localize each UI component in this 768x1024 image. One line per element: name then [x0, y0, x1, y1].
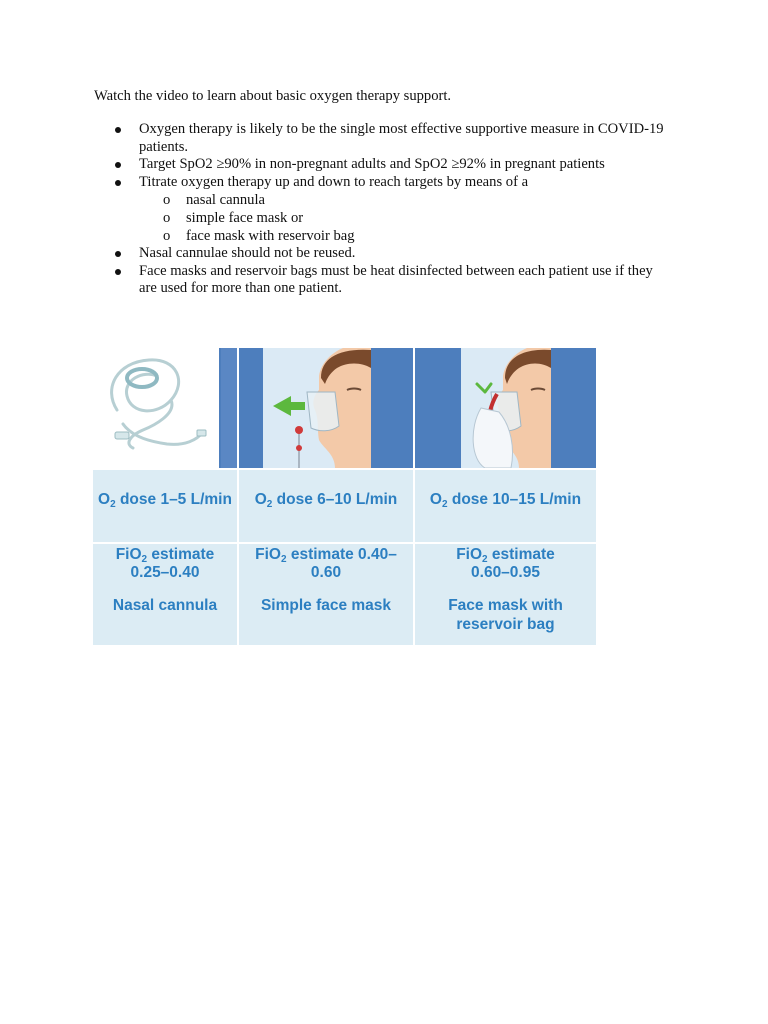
bullet-text: Target SpO2 ≥90% in non-pregnant adults and SpO2 ≥92% in pregnant patients: [139, 156, 605, 172]
bullet-item: [0, 156, 768, 174]
fio2-label: estimate: [147, 546, 215, 563]
bullet-text: Nasal cannulae should not be reused.: [139, 245, 356, 261]
dose-cell-reservoir-mask: [415, 470, 596, 542]
device-name: Simple face mask: [260, 597, 392, 614]
bullet-text: Titrate oxygen therapy up and down to reach targets by means of a: [139, 173, 529, 190]
fio2-range: 0.60: [310, 564, 342, 581]
fio2-subscript: 2: [141, 554, 148, 565]
simple-face-mask-image: [239, 348, 413, 468]
sub-bullet-marker: o: [163, 228, 171, 244]
dose-prefix: O: [429, 491, 442, 508]
fio2-range: 0.60–0.95: [471, 564, 540, 581]
dose-value: dose 6–10 L/min: [272, 491, 398, 508]
fio2-cell-simple-face-mask: [239, 544, 413, 592]
sub-bullet-text: simple face mask or: [186, 210, 304, 226]
fio2-range: 0.25–0.40: [130, 564, 200, 581]
dose-subscript: 2: [266, 499, 273, 510]
bullet-text: Oxygen therapy is likely to be the single most effective supportive measure in COVID-19 patients.: [139, 121, 664, 155]
intro-text: Watch the video to learn about basic oxygen therapy support.: [94, 88, 452, 104]
oxygen-therapy-figure: [93, 348, 596, 641]
device-name: Face mask with: [448, 597, 563, 614]
fio2-cell-nasal-cannula: [93, 544, 237, 592]
device-cell-simple-face-mask: [239, 592, 413, 645]
bullet-dot-icon: [115, 269, 121, 275]
bullet-text: Face masks and reservoir bags must be heat disinfected between each patient use if they are used for more than one patient.: [139, 262, 653, 296]
sub-bullet-text: nasal cannula: [186, 192, 266, 208]
reservoir-mask-illustration: [415, 348, 596, 468]
dose-value: dose 1–5 L/min: [115, 491, 232, 508]
dose-value: dose 10–15 L/min: [447, 491, 582, 508]
nasal-cannula-illustration: [93, 348, 237, 468]
fio2-prefix: FiO: [456, 546, 483, 563]
sub-bullet-marker: o: [163, 192, 171, 208]
sub-bullet-marker: o: [163, 210, 171, 226]
fio2-label: estimate: [487, 546, 555, 563]
nasal-cannula-image: [93, 348, 237, 468]
fio2-subscript: 2: [280, 554, 287, 565]
bullet-item: [0, 263, 768, 298]
sub-bullet-text: face mask with reservoir bag: [186, 228, 355, 244]
device-cell-reservoir-mask: [415, 592, 596, 645]
fio2-prefix: FiO: [255, 546, 281, 563]
fio2-cell-reservoir-mask: [415, 544, 596, 592]
dose-subscript: 2: [441, 499, 448, 510]
bullet-item: [0, 245, 768, 263]
device-name: Nasal cannula: [112, 597, 218, 614]
dose-prefix: O: [254, 491, 267, 508]
dose-subscript: 2: [110, 499, 116, 510]
bullet-item: [0, 121, 768, 156]
device-name-line2: reservoir bag: [456, 616, 555, 633]
sub-bullet-item: [0, 191, 768, 209]
dose-cell-nasal-cannula: [93, 470, 237, 542]
sub-bullet-item: [0, 209, 768, 227]
bullet-dot-icon: [115, 162, 121, 168]
sub-bullet-item: [0, 227, 768, 245]
device-cell-nasal-cannula: [93, 592, 237, 645]
reservoir-mask-image: [415, 348, 596, 468]
dose-cell-simple-face-mask: [239, 470, 413, 542]
bullet-list: [0, 121, 768, 298]
bullet-dot-icon: [115, 180, 121, 186]
bullet-dot-icon: [115, 127, 121, 133]
bullet-item: [0, 174, 768, 192]
fio2-subscript: 2: [482, 554, 488, 565]
fio2-label: estimate 0.40–: [286, 546, 397, 563]
bullet-dot-icon: [115, 251, 121, 257]
dose-prefix: O: [98, 491, 111, 508]
fio2-prefix: FiO: [115, 546, 142, 563]
simple-face-mask-illustration: [239, 348, 413, 468]
